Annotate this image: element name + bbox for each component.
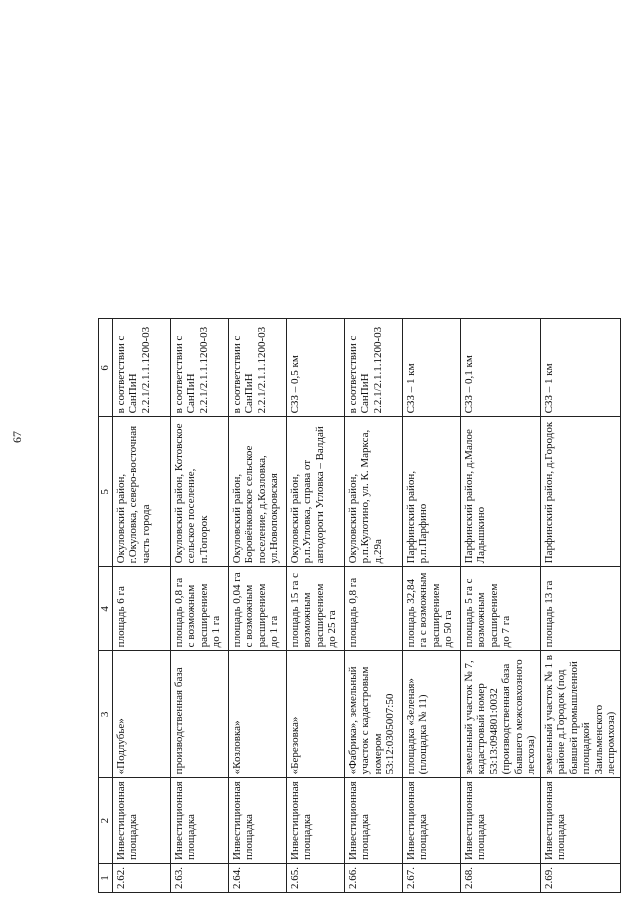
site-area: площадь 32,84 га с возможным расширением до 50 га — [402, 567, 460, 651]
site-type: Инвестиционная площадка — [228, 778, 286, 864]
site-location: Парфинский район, д.Городок — [540, 417, 620, 567]
header-col-6: 6 — [99, 319, 113, 417]
site-type: Инвестиционная площадка — [112, 778, 170, 864]
site-type: Инвестиционная площадка — [540, 778, 620, 864]
site-area: площадь 0,8 га с возможным расширением до 1 га — [170, 567, 228, 651]
site-location: Парфинский район, р.п.Парфино — [402, 417, 460, 567]
site-name: «Подлубье» — [112, 651, 170, 778]
row-number: 2.65. — [286, 864, 344, 893]
table-row — [540, 319, 620, 893]
site-type: Инвестиционная площадка — [286, 778, 344, 864]
header-col-1: 1 — [99, 864, 113, 893]
table-row — [402, 319, 460, 893]
site-area: площадь 0,04 га с возможным расширением до 1 га — [228, 567, 286, 651]
header-col-3: 3 — [99, 651, 113, 778]
site-type: Инвестиционная площадка — [460, 778, 540, 864]
sanitary-zone: СЗЗ – 1 км — [540, 319, 620, 417]
site-name: земельный участок № 7, кадастровый номер 53:13:094801:0032 (производственная база бывшего межсовхозного лесхоза) — [460, 651, 540, 778]
sanitary-zone: в соответствии с СанПиН 2.2.1/2.1.1.1200-03 — [170, 319, 228, 417]
site-location: Окуловский район, р.п.Угловка, справа от автодороги Угловка – Валдай — [286, 417, 344, 567]
site-location: Парфинский район, д.Малое Ладышкино — [460, 417, 540, 567]
site-name: производственная база — [170, 651, 228, 778]
table-row — [112, 319, 170, 893]
investment-sites-table — [98, 318, 621, 893]
site-type: Инвестиционная площадка — [402, 778, 460, 864]
site-name: «Козловка» — [228, 651, 286, 778]
site-name: площадка «Зеленая» (площадка № 11) — [402, 651, 460, 778]
row-number: 2.62. — [112, 864, 170, 893]
site-location: Окуловский район, р.п.Кулотино, ул. К. Маркса, д.29а — [344, 417, 402, 567]
header-row — [99, 319, 113, 893]
header-col-2: 2 — [99, 778, 113, 864]
sanitary-zone: СЗЗ – 1 км — [402, 319, 460, 417]
row-number: 2.63. — [170, 864, 228, 893]
row-number: 2.64. — [228, 864, 286, 893]
site-area: площадь 5 га с возможным расширением до 7 га — [460, 567, 540, 651]
row-number: 2.67. — [402, 864, 460, 893]
sanitary-zone: в соответствии с СанПиН 2.2.1/2.1.1.1200-03 — [112, 319, 170, 417]
site-location: Окуловский район, Боровёнковское сельское поселение, д.Козловка, ул.Новопокровская — [228, 417, 286, 567]
row-number: 2.66. — [344, 864, 402, 893]
site-area: площадь 0,8 га — [344, 567, 402, 651]
table-row — [460, 319, 540, 893]
site-area: площадь 15 га с возможным расширением до 25 га — [286, 567, 344, 651]
sanitary-zone: СЗЗ – 0,5 км — [286, 319, 344, 417]
sanitary-zone: в соответствии с СанПиН 2.2.1/2.1.1.1200-03 — [228, 319, 286, 417]
header-col-4: 4 — [99, 567, 113, 651]
site-type: Инвестиционная площадка — [170, 778, 228, 864]
page-number: 67 — [10, 431, 24, 443]
table-row — [228, 319, 286, 893]
sanitary-zone: СЗЗ – 0,1 км — [460, 319, 540, 417]
table-row — [286, 319, 344, 893]
site-location: Окуловский район, г.Окуловка, северо-восточная часть города — [112, 417, 170, 567]
site-area: площадь 13 га — [540, 567, 620, 651]
site-name: «Березовка» — [286, 651, 344, 778]
site-name: «Фабрика», земельный участок с кадастровым номером 53:12:0305007:50 — [344, 651, 402, 778]
site-type: Инвестиционная площадка — [344, 778, 402, 864]
table-row — [170, 319, 228, 893]
site-name: земельный участок № 1 в районе д.Городок (под бывшей промышленной площадкой Заильменского леспромхоза) — [540, 651, 620, 778]
row-number: 2.69. — [540, 864, 620, 893]
site-area: площадь 6 га — [112, 567, 170, 651]
row-number: 2.68. — [460, 864, 540, 893]
site-location: Окуловский район, Котовское сельское поселение, п.Топорок — [170, 417, 228, 567]
sanitary-zone: в соответствии с СанПиН 2.2.1/2.1.1.1200-03 — [344, 319, 402, 417]
table-row — [344, 319, 402, 893]
header-col-5: 5 — [99, 417, 113, 567]
